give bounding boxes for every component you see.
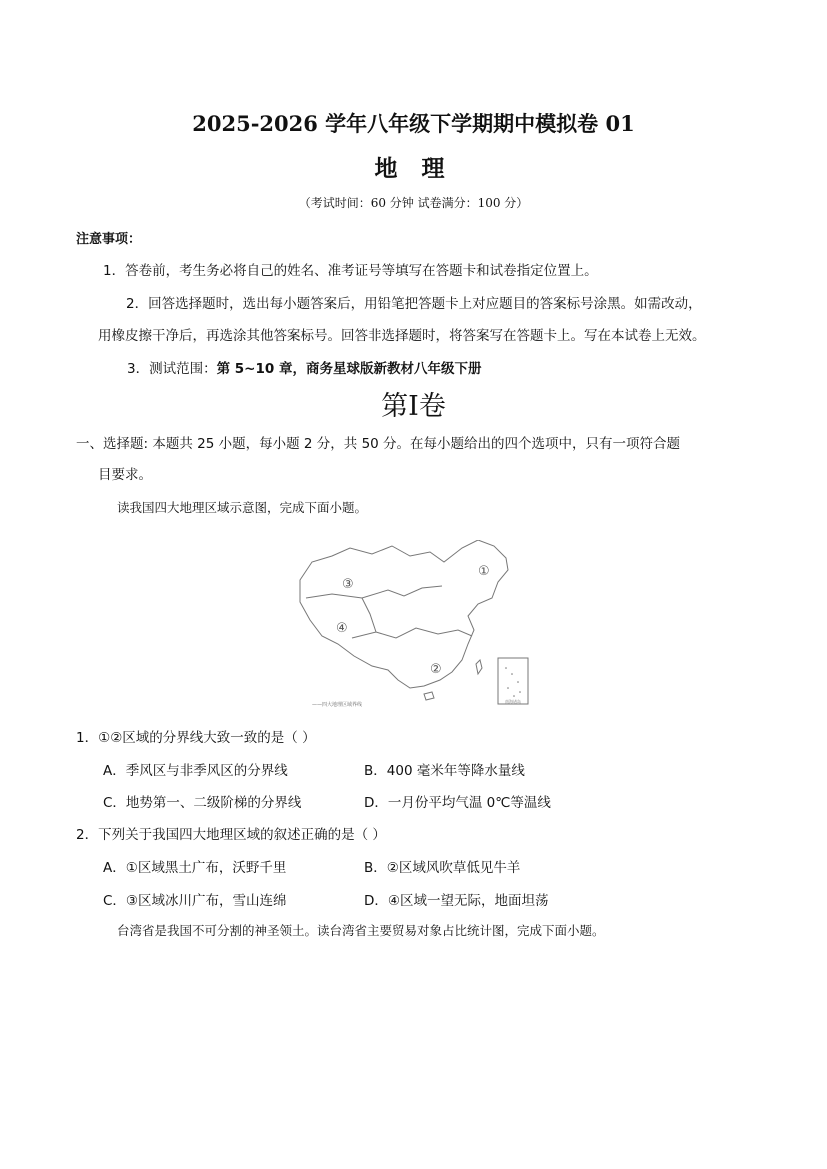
china-regions-map (292, 540, 532, 708)
notice-item-2-line-2: 用橡皮擦干净后，再选涂其他答案标号。回答非选择题时，将答案写在答题卡上。写在本试卷上无效。 (98, 328, 706, 344)
region-boundary-tibet (362, 598, 376, 632)
question-1-option-d: D．一月份平均气温 0℃等温线 (364, 795, 551, 811)
hainan-island (424, 692, 434, 700)
section-title: 第Ⅰ卷 (381, 391, 446, 422)
passage-1: 读我国四大地理区域示意图，完成下面小题。 (117, 500, 368, 515)
notice-heading: 注意事项： (76, 232, 142, 247)
question-2-option-d: D．④区域一望无际，地面坦荡 (364, 893, 549, 909)
question-2-option-a: A．①区域黑土广布，沃野千里 (103, 860, 287, 876)
region-boundary-northwest (306, 586, 442, 598)
question-1-option-a: A．季风区与非季风区的分界线 (103, 763, 288, 779)
question-2-stem: 2．下列关于我国四大地理区域的叙述正确的是（ ） (76, 827, 386, 843)
region-boundary-north-south (352, 628, 472, 638)
subject-title: 地 理 (374, 155, 453, 182)
south-sea-inset (498, 658, 528, 704)
notice-item-3-prefix: 3．测试范围： (127, 361, 217, 377)
question-2-option-b: B．②区域风吹草低见牛羊 (364, 860, 521, 876)
map-legend: ——四大地理区域界线 (312, 702, 363, 708)
region-label-2: ② (430, 662, 442, 677)
notice-item-2-line-1: 2．回答选择题时，选出每小题答案后，用铅笔把答题卡上对应题目的答案标号涂黑。如需改动， (126, 296, 702, 312)
notice-item-3 (127, 357, 482, 377)
notice-item-3-scope: 第 5~10 章，商务星球版新教材八年级下册 (216, 361, 482, 377)
exam-title: 2025-2026 学年八年级下学期期中模拟卷 01 (192, 111, 635, 136)
region-label-4: ④ (336, 621, 348, 636)
exam-info: （考试时间：60 分钟 试卷满分：100 分） (298, 196, 529, 210)
question-1-option-c: C．地势第一、二级阶梯的分界线 (103, 795, 302, 811)
region-label-3: ③ (342, 577, 354, 592)
region-label-1: ① (478, 564, 490, 579)
inset-label: 南海诸岛 (505, 699, 521, 704)
taiwan-island (476, 660, 482, 674)
passage-2: 台湾省是我国不可分割的神圣领土。读台湾省主要贸易对象占比统计图，完成下面小题。 (117, 923, 605, 938)
question-1-option-b: B．400 毫米年等降水量线 (364, 763, 525, 779)
section-intro-line-2: 目要求。 (98, 467, 152, 483)
question-2-option-c: C．③区域冰川广布，雪山连绵 (103, 893, 287, 909)
notice-item-1: 1．答卷前，考生务必将自己的姓名、准考证号等填写在答题卡和试卷指定位置上。 (103, 263, 598, 279)
question-1-stem: 1．①②区域的分界线大致一致的是（ ） (76, 730, 316, 746)
section-intro-line-1: 一、选择题: 本题共 25 小题，每小题 2 分，共 50 分。在每小题给出的四个选项中，只有一项符合题 (76, 436, 681, 452)
